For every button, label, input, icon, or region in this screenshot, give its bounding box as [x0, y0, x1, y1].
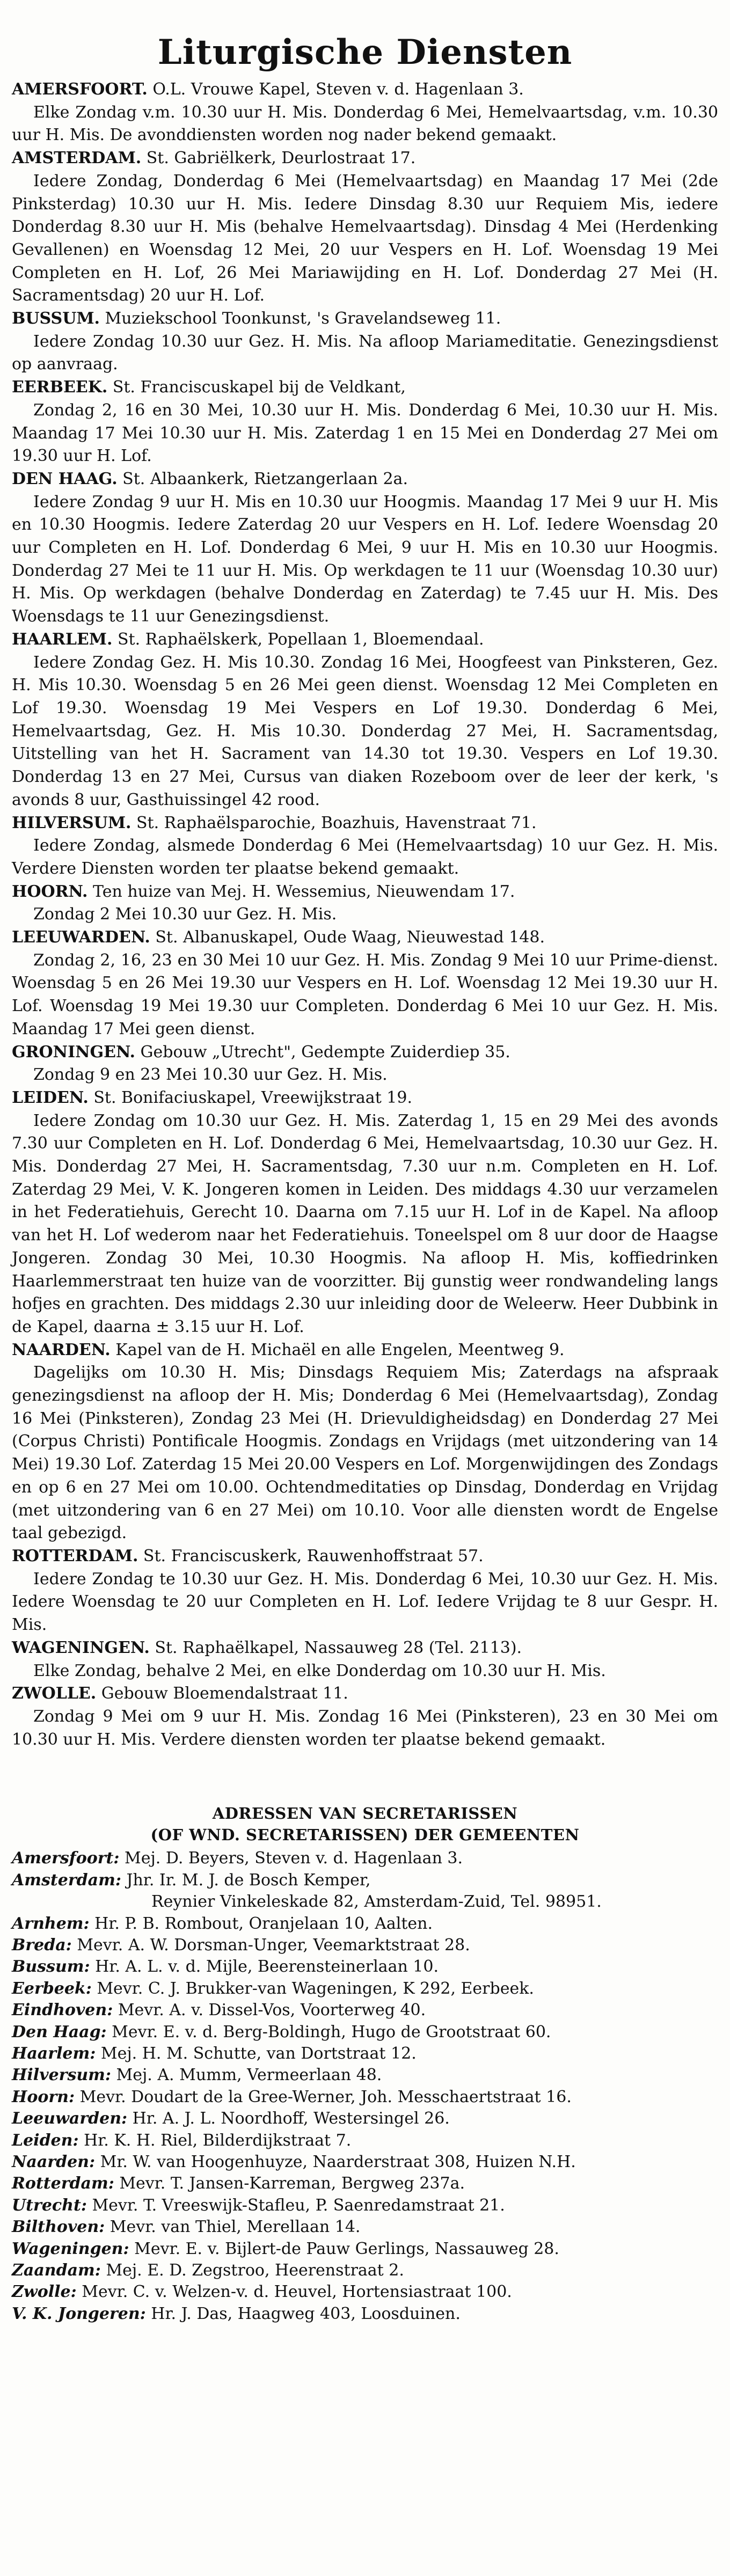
service-text: Zondag 2, 16 en 30 Mei, 10.30 uur H. Mis. Donderdag 6 Mei, 10.30 uur H. Mis. Maandag 17 Mei 10.30 uur H. Mis. Zaterdag 1 en 15 Mei en Donderdag 27 Mei om 19.30 uur H. Lof. [12, 400, 718, 466]
address-city: Amersfoort: [12, 1849, 120, 1868]
address-entry [12, 1935, 718, 1956]
service-city: HOORN. [12, 882, 88, 901]
service-location: St. Raphaëlsparochie, Boazhuis, Havenstraat 71. [131, 813, 537, 832]
address-name: Mevr. van Thiel, Merellaan 14. [105, 2218, 361, 2237]
address-name: Mr. W. van Hoogenhuyze, Naarderstraat 308, Huizen N.H. [95, 2153, 576, 2172]
address-extra: Reynier Vinkeleskade 82, Amsterdam-Zuid, Tel. 98951. [151, 1892, 602, 1912]
address-name: Hr. P. B. Rombout, Oranjelaan 10, Aalten. [89, 1914, 433, 1933]
address-city: Naarden: [12, 2153, 96, 2172]
service-city: LEEUWARDEN. [12, 928, 150, 947]
address-entry [12, 2260, 718, 2281]
address-city: Eerbeek: [12, 1979, 92, 1998]
service-entry [12, 1637, 718, 1682]
service-entry [12, 376, 718, 468]
service-text: Iedere Zondag om 10.30 uur Gez. H. Mis. Zaterdag 1, 15 en 29 Mei des avonds 7.30 uur Completen en H. Lof. Donderdag 6 Mei, Hemelvaartsdag, 10.30 uur Gez. H. Mis. Donderdag 27 Mei, H. Sacramentsdag, 7.30 uur n.m. Completen en H. Lof. Zaterdag 29 Mei, V. K. Jongeren komen in Leiden. Des middags 4.30 uur verzamelen in het Federatiehuis, Gerecht 10. Daarna om 7.15 uur H. Lof in de Kapel. Na afloop van het H. Lof wederom naar het Federatiehuis. Toneelspel om 8 uur door de Haagse Jongeren. Zondag 30 Mei, 10.30 Hoogmis. Na afloop H. Mis, koffiedrinken Haarlemmerstraat ten huize van de voorzitter. Bij gunstig weer rondwandeling langs hofjes en grachten. Des middags 2.30 uur inleiding door de Weleerw. Heer Dubbink in de Kapel, daarna ± 3.15 uur H. Lof. [12, 1111, 718, 1336]
address-name: Hr. A. J. L. Noordhoff, Westersingel 26. [127, 2109, 450, 2128]
service-city: AMSTERDAM. [12, 149, 142, 168]
service-city: WAGENINGEN. [12, 1638, 150, 1657]
service-location: Kapel van de H. Michaël en alle Engelen, Meentweg 9. [110, 1340, 565, 1359]
address-entry [12, 2195, 718, 2216]
address-name: Hr. A. L. v. d. Mijle, Beerensteinerlaan 10. [90, 1957, 439, 1977]
service-entry [12, 468, 718, 628]
address-city: Hilversum: [12, 2066, 111, 2085]
service-text: Zondag 9 en 23 Mei 10.30 uur Gez. H. Mis. [33, 1065, 388, 1085]
address-name: Hr. J. Das, Haagweg 403, Loosduinen. [145, 2304, 461, 2323]
address-name: Mej. D. Beyers, Steven v. d. Hagenlaan 3. [119, 1849, 463, 1868]
service-location: St. Franciscuskerk, Rauwenhoffstraat 57. [138, 1547, 484, 1565]
address-city: Bilthoven: [12, 2218, 105, 2237]
page-title: Liturgische Diensten [157, 32, 573, 72]
address-entry [12, 1870, 718, 1913]
service-city: BUSSUM. [12, 309, 100, 328]
service-text: Iedere Zondag 10.30 uur Gez. H. Mis. Na afloop Mariameditatie. Genezingsdienst op aanvraag. [12, 332, 718, 374]
address-entry [12, 1978, 718, 2000]
address-city: Breda: [12, 1935, 72, 1955]
address-city: Eindhoven: [12, 2001, 113, 2020]
service-text: Zondag 9 Mei om 9 uur H. Mis. Zondag 16 Mei (Pinksteren), 23 en 30 Mei om 10.30 uur H. Mis. Verdere diensten worden ter plaatse bekend gemaakt. [12, 1707, 718, 1749]
service-text: Iedere Zondag, alsmede Donderdag 6 Mei (Hemelvaartsdag) 10 uur Gez. H. Mis. Verdere Diensten worden ter plaatse bekend gemaakt. [12, 836, 718, 878]
address-entry [12, 2022, 718, 2043]
service-entry [12, 1339, 718, 1545]
address-name: Mevr. C. J. Brukker-van Wageningen, K 292, Eerbeek. [91, 1979, 534, 1998]
service-entry [12, 147, 718, 308]
service-text: Iedere Zondag te 10.30 uur Gez. H. Mis. Donderdag 6 Mei, 10.30 uur Gez. H. Mis. Iedere Woensdag te 20 uur Completen en H. Lof. Iedere Vrijdag te 8 uur Gespr. H. Mis. [12, 1569, 718, 1635]
address-city: Arnhem: [12, 1914, 90, 1933]
service-text: Zondag 2 Mei 10.30 uur Gez. H. Mis. [33, 905, 337, 924]
address-entry [12, 2281, 718, 2303]
service-city: GRONINGEN. [12, 1042, 135, 1062]
address-entry [12, 2065, 718, 2086]
address-name: Mevr. Doudart de la Gree-Werner, Joh. Messchaertstraat 16. [75, 2087, 572, 2106]
service-location: St. Bonifaciuskapel, Vreewijkstraat 19. [88, 1088, 412, 1107]
address-entry [12, 2151, 718, 2173]
service-entry [12, 628, 718, 812]
addresses-heading-line2: (OF WND. SECRETARISSEN) DER GEMEENTEN [150, 1826, 580, 1845]
service-text: Elke Zondag, behalve 2 Mei, en elke Donderdag om 10.30 uur H. Mis. [33, 1661, 606, 1680]
service-location: Gebouw „Utrecht", Gedempte Zuiderdiep 35. [135, 1042, 510, 1062]
address-entry [12, 1913, 718, 1935]
service-location: St. Albaankerk, Rietzangerlaan 2a. [117, 469, 408, 488]
service-city: LEIDEN. [12, 1088, 89, 1107]
address-city: Zwolle: [12, 2282, 77, 2302]
service-location: St. Franciscuskapel bij de Veldkant, [107, 378, 406, 397]
service-text: Dagelijks om 10.30 H. Mis; Dinsdags Requiem Mis; Zaterdags na afspraak genezingsdienst na afloop der H. Mis; Donderdag 6 Mei (Hemelvaartsdag), Zondag 16 Mei (Pinksteren), Zondag 23 Mei (H. Drievuldigheidsdag) en Donderdag 27 Mei (Corpus Christi) Pontificale Hoogmis. Zondags en Vrijdags (met uitzondering van 14 Mei) 19.30 Lof. Zaterdag 15 Mei 20.00 Vespers en Lof. Morgenwijdingen des Zondags en op 6 en 27 Mei om 10.00. Ochtendmeditaties op Dinsdag, Donderdag en Vrijdag (met uitzondering van 6 en 27 Mei) om 10.10. Voor alle diensten wordt de Engelse taal gebezigd. [12, 1363, 718, 1543]
address-name: Mej. E. D. Zegstroo, Heerenstraat 2. [100, 2261, 404, 2280]
service-city: EERBEEK. [12, 378, 108, 397]
address-city: Haarlem: [12, 2044, 96, 2063]
services-list [12, 78, 718, 1751]
address-city: Leiden: [12, 2131, 79, 2150]
service-entry [12, 78, 718, 147]
service-city: AMERSFOORT. [12, 80, 148, 99]
service-entry [12, 812, 718, 881]
address-name: Mevr. T. Vreeswijk-Stafleu, P. Saenredamstraat 21. [86, 2196, 505, 2215]
address-city: Bussum: [12, 1957, 90, 1977]
service-location: St. Albanuskapel, Oude Waag, Nieuwestad 148. [150, 928, 545, 947]
service-city: DEN HAAG. [12, 469, 118, 488]
address-entry [12, 2087, 718, 2108]
service-entry [12, 1041, 718, 1087]
address-name: Jhr. Ir. M. J. de Bosch Kemper, [121, 1870, 371, 1890]
service-text: Iedere Zondag Gez. H. Mis 10.30. Zondag 16 Mei, Hoogfeest van Pinksteren, Gez. H. Mis 10.30. Woensdag 5 en 26 Mei geen dienst. Woensdag 12 Mei Completen en Lof 19.30. Woensdag 19 Mei Vespers en Lof 19.30. Donderdag 6 Mei, Hemelvaartsdag, Gez. H. Mis 10.30. Donderdag 27 Mei, H. Sacramentsdag, Uitstelling van het H. Sacrament van 14.30 tot 19.30. Vespers en Lof 19.30. Donderdag 13 en 27 Mei, Cursus van diaken Rozeboom over de leer der kerk, 's avonds 8 uur, Gasthuissingel 42 rood. [12, 653, 718, 809]
service-city: HAARLEM. [12, 630, 113, 649]
address-entry [12, 2108, 718, 2129]
service-location: Ten huize van Mej. H. Wessemius, Nieuwendam 17. [87, 882, 515, 901]
addresses-heading [12, 1803, 718, 1846]
address-name: Mevr. E. v. d. Berg-Boldingh, Hugo de Grootstraat 60. [106, 2022, 551, 2041]
address-name: Mevr. A. W. Dorsman-Unger, Veemarktstraat 28. [71, 1935, 470, 1955]
addresses-list [12, 1848, 718, 2325]
service-text: Zondag 2, 16, 23 en 30 Mei 10 uur Gez. H. Mis. Zondag 9 Mei 10 uur Prime-dienst. Woensdag 5 en 26 Mei 19.30 uur Vespers en H. Lof. Woensdag 12 Mei 19.30 uur H. Lof. Woensdag 19 Mei 19.30 uur Completen. Donderdag 6 Mei 10 uur Gez. H. Mis. Maandag 17 Mei geen dienst. [12, 950, 718, 1038]
service-location: St. Gabriëlkerk, Deurlostraat 17. [141, 149, 416, 168]
service-location: O.L. Vrouwe Kapel, Steven v. d. Hagenlaan 3. [147, 80, 524, 99]
service-text: Iedere Zondag 9 uur H. Mis en 10.30 uur Hoogmis. Maandag 17 Mei 9 uur H. Mis en 10.30 Hoogmis. Iedere Zaterdag 20 uur Vespers en H. Lof. Iedere Woensdag 20 uur Completen en H. Lof. Donderdag 6 Mei, 9 uur H. Mis en 10.30 uur Hoogmis. Donderdag 27 Mei te 11 uur H. Mis. Op werkdagen te 11 uur (Woensdag 10.30 uur) H. Mis. Op werkdagen (behalve Donderdag en Zaterdag) te 7.45 uur H. Mis. Des Woensdags te 11 uur Genezingsdienst. [12, 492, 718, 626]
service-location: Muziekschool Toonkunst, 's Gravelandseweg 11. [100, 309, 501, 328]
address-city: Wageningen: [12, 2239, 129, 2258]
address-entry [12, 2216, 718, 2238]
address-city: Rotterdam: [12, 2174, 114, 2193]
address-entry [12, 2000, 718, 2021]
address-entry [12, 2238, 718, 2260]
address-city: V. K. Jongeren: [12, 2304, 146, 2323]
service-entry [12, 1087, 718, 1339]
service-text: Iedere Zondag, Donderdag 6 Mei (Hemelvaartsdag) en Maandag 17 Mei (2de Pinksterdag) 10.30 uur H. Mis. Iedere Dinsdag 8.30 uur Requiem Mis, iedere Donderdag 8.30 uur H. Mis (behalve Hemelvaartsdag). Dinsdag 4 Mei (Herdenking Gevallenen) en Woensdag 12 Mei, 20 uur Vespers en H. Lof. Woensdag 19 Mei Completen en H. Lof, 26 Mei Mariawijding en H. Lof. Donderdag 27 Mei (H. Sacramentsdag) 20 uur H. Lof. [12, 171, 718, 305]
service-location: Gebouw Bloemendalstraat 11. [96, 1684, 348, 1703]
address-entry [12, 2130, 718, 2151]
service-entry [12, 1545, 718, 1637]
addresses-heading-line1: ADRESSEN VAN SECRETARISSEN [212, 1804, 518, 1823]
address-city: Leeuwarden: [12, 2109, 128, 2128]
address-city: Amsterdam: [12, 1870, 121, 1890]
service-city: NAARDEN. [12, 1340, 111, 1359]
service-location: St. Raphaëlskerk, Popellaan 1, Bloemendaal. [112, 630, 484, 649]
address-city: Hoorn: [12, 2087, 75, 2106]
service-city: ROTTERDAM. [12, 1547, 138, 1565]
address-city: Den Haag: [12, 2022, 107, 2041]
service-location: St. Raphaëlkapel, Nassauweg 28 (Tel. 2113). [149, 1638, 522, 1657]
service-entry [12, 1682, 718, 1751]
service-city: ZWOLLE. [12, 1684, 97, 1703]
address-name: Mevr. C. v. Welzen-v. d. Heuvel, Hortensiastraat 100. [76, 2282, 512, 2302]
service-entry [12, 881, 718, 926]
address-name: Mej. A. Mumm, Vermeerlaan 48. [111, 2066, 382, 2085]
service-entry [12, 308, 718, 376]
address-entry [12, 1956, 718, 1978]
address-name: Mevr. A. v. Dissel-Vos, Voorterweg 40. [113, 2001, 426, 2020]
address-entry [12, 2303, 718, 2325]
address-name: Mej. H. M. Schutte, van Dortstraat 12. [96, 2044, 417, 2063]
service-city: HILVERSUM. [12, 813, 132, 832]
address-name: Mevr. E. v. Bijlert-de Pauw Gerlings, Nassauweg 28. [129, 2239, 559, 2258]
service-text: Elke Zondag v.m. 10.30 uur H. Mis. Donderdag 6 Mei, Hemelvaartsdag, v.m. 10.30 uur H. Mis. De avonddiensten worden nog nader bekend gemaakt. [12, 103, 718, 145]
address-entry [12, 1848, 718, 1869]
address-entry [12, 2173, 718, 2194]
address-city: Utrecht: [12, 2196, 87, 2215]
service-entry [12, 926, 718, 1041]
address-name: Hr. K. H. Riel, Bilderdijkstraat 7. [78, 2131, 352, 2150]
address-name: Mevr. T. Jansen-Karreman, Bergweg 237a. [114, 2174, 465, 2193]
address-entry [12, 2043, 718, 2065]
address-city: Zaandam: [12, 2261, 101, 2280]
